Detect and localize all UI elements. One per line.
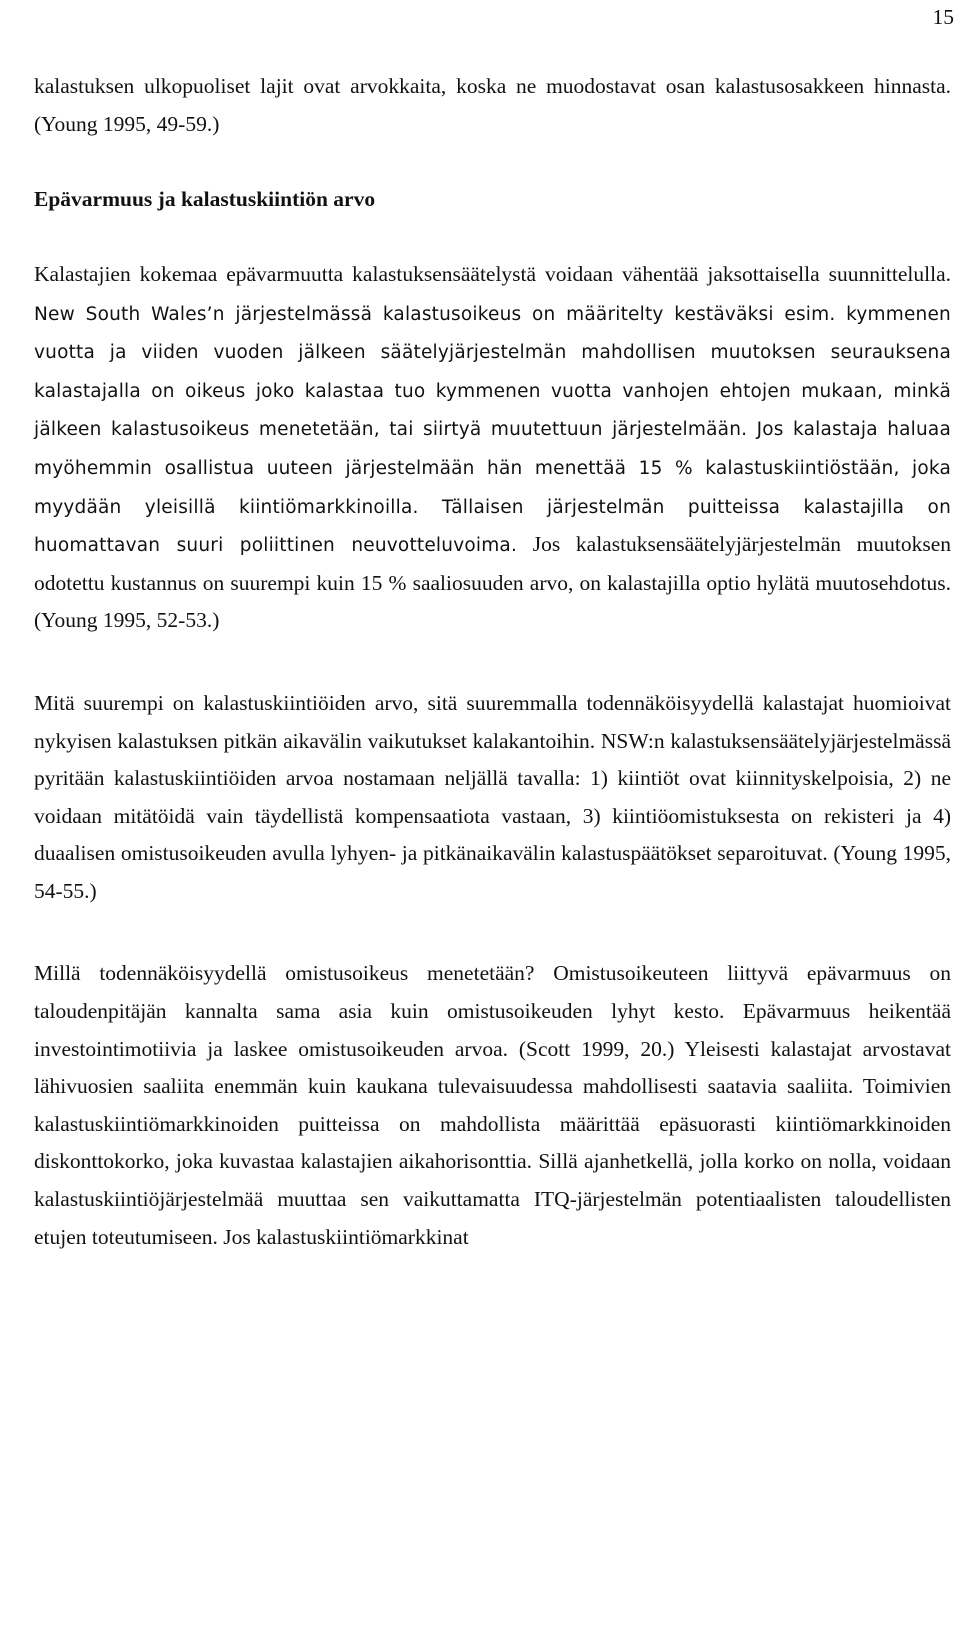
document-body xyxy=(34,68,951,1256)
paragraph-uncertainty-part-a: Kalastajien kokemaa epävarmuutta kalastuksensäätelystä voidaan vähentää jaksottaisella suunnittelulla. xyxy=(34,261,951,286)
paragraph-uncertainty-part-c: Jos kalastuksensäätelyjärjestelmän muutoksen odotettu kustannus on suurempi kuin 15 % saaliosuuden arvo, on kalastajilla optio hylätä muutosehdotus. (Young 1995, 52-53.) xyxy=(34,532,951,633)
paragraph-uncertainty xyxy=(34,256,951,640)
spacer xyxy=(34,910,951,955)
spacer xyxy=(34,143,951,181)
spacer xyxy=(34,640,951,685)
section-heading: Epävarmuus ja kalastuskiintiön arvo xyxy=(34,186,376,211)
paragraph-quota-value: Mitä suurempi on kalastuskiintiöiden arvo, sitä suuremmalla todennäköisyydellä kalastajat huomioivat nykyisen kalastuksen pitkän aikavälin vaikutukset kalakantoihin. NSW:n kalastuksensäätelyjärjestelmässä pyritään kalastuskiintiöiden arvoa nostamaan neljällä tavalla: 1) kiintiöt ovat kiinnityskelpoisia, 2) ne voidaan mitätöidä vain täydellistä kompensaatiota vastaan, 3) kiintiöomistuksesta on rekisteri ja 4) duaalisen omistusoikeuden avulla lyhyen- ja pitkänaikavälin kalastuspäätökset separoituvat. (Young 1995, 54-55.) xyxy=(34,690,951,903)
paragraph-uncertainty-part-b: New South Wales’n järjestelmässä kalastusoikeus on määritelty kestäväksi esim. kymmenen vuotta ja viiden vuoden jälkeen säätelyjärjestelmän mahdollisen muutoksen seurauksena kalastajalla on oikeus joko kalastaa tuo kymmenen vuotta vanhojen ehtojen mukaan, minkä jälkeen kalastusoikeus menetetään, tai siirtyä muutettuun järjestelmään. Jos kalastaja haluaa myöhemmin osallistua uuteen järjestelmään hän menettää 15 % kalastuskiintiöstään, joka myydään yleisillä kiintiömarkkinoilla. Tällaisen järjestelmän puitteissa kalastajilla on huomattavan suuri poliittinen neuvotteluvoima. xyxy=(34,303,951,557)
spacer xyxy=(34,218,951,256)
page-number: 15 xyxy=(932,5,954,29)
paragraph-intro: kalastuksen ulkopuoliset lajit ovat arvokkaita, koska ne muodostavat osan kalastusosakkeen hinnasta. (Young 1995, 49-59.) xyxy=(34,74,951,136)
paragraph-probability: Millä todennäköisyydellä omistusoikeus menetetään? Omistusoikeuteen liittyvä epävarmuus on taloudenpitäjän kannalta sama asia kuin omistusoikeuden lyhyt kesto. Epävarmuus heikentää investointimotiivia ja laskee omistusoikeuden arvoa. (Scott 1999, 20.) Yleisesti kalastajat arvostavat lähivuosien saaliita enemmän kuin kaukana tulevaisuudessa mahdollisesti saatavia saaliita. Toimivien kalastuskiintiömarkkinoiden puitteissa on mahdollista määrittää epäsuorasti kiintiömarkkinoiden diskonttokorko, joka kuvastaa kalastajien aikahorisonttia. Sillä ajanhetkellä, jolla korko on nolla, voidaan kalastuskiintiöjärjestelmää muuttaa sen vaikuttamatta ITQ-järjestelmän potentiaalisten taloudellisten etujen toteutumiseen. Jos kalastuskiintiömarkkinat xyxy=(34,961,951,1249)
